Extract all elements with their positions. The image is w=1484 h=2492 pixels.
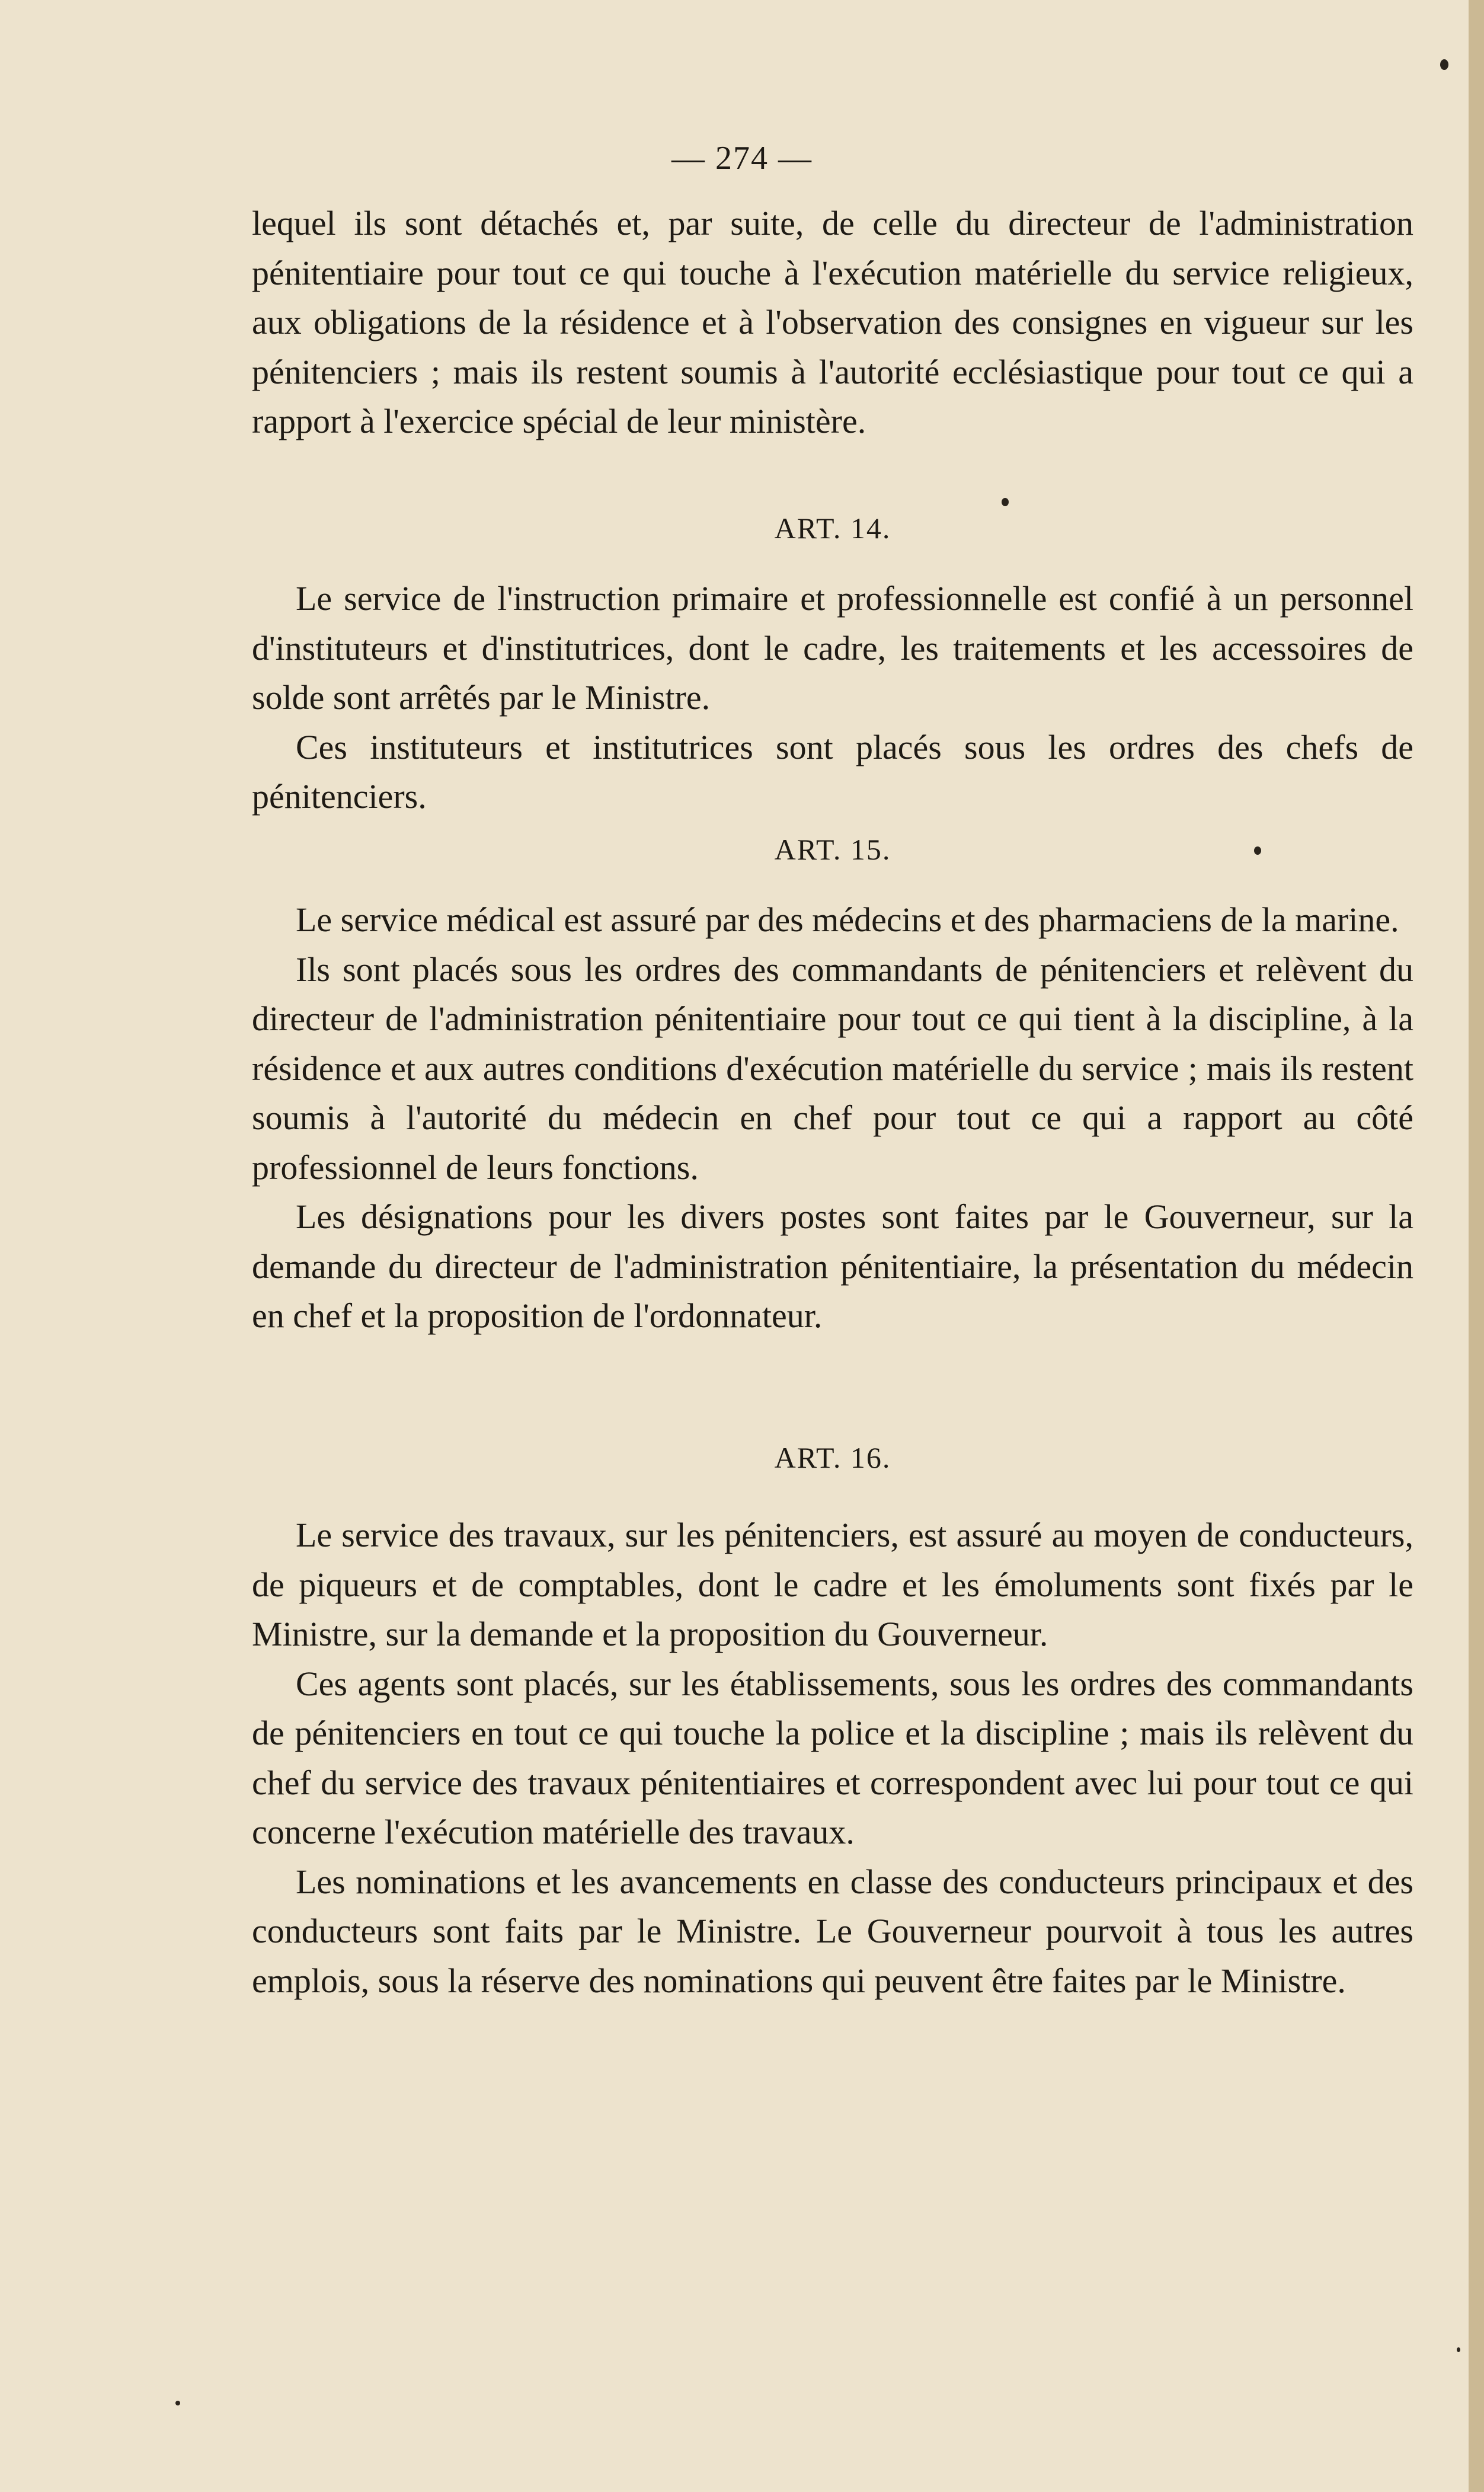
article-16-heading: ART. 16.	[774, 1441, 891, 1474]
article-14-body	[252, 574, 1413, 822]
article-16-paragraph-2: Ces agents sont placés, sur les établissements, sous les ordres des commandants de pénitenciers en tout ce qui touche la police et la discipline ; mais ils relèvent du chef du service des travaux pénitentiaires et correspondent avec lui pour tout ce qui concerne l'exécution matérielle des travaux.	[252, 1664, 1413, 1851]
article-15-paragraph-2: Ils sont placés sous les ordres des commandants de pénitenciers et relèvent du directeur de l'administration pénitentiaire pour tout ce qui tient à la discipline, à la résidence et aux autres conditions d'exécution matérielle du service ; mais ils restent soumis à l'autorité du médecin en chef pour tout ce qui a rapport au côté professionnel de leurs fonctions.	[252, 950, 1413, 1187]
ink-speck	[1002, 498, 1009, 506]
running-head: — 274 —	[671, 140, 813, 177]
article-15-body	[252, 895, 1413, 1341]
page-edge-shadow	[1469, 0, 1484, 2492]
article-15-paragraph-3: Les désignations pour les divers postes sont faites par le Gouverneur, sur la demande du directeur de l'administration pénitentiaire, la présentation du médecin en chef et la proposition de l'ordonnateur.	[252, 1197, 1413, 1335]
ink-speck	[1440, 59, 1448, 70]
article-16-body	[252, 1510, 1413, 2005]
article-16-paragraph-3: Les nominations et les avancements en classe des conducteurs principaux et des conducteurs sont faits par le Ministre. Le Gouverneur pourvoit à tous les autres emplois, sous la réserve des nominations qui peuvent être faites par le Ministre.	[252, 1862, 1413, 2000]
intro-paragraph: lequel ils sont détachés et, par suite, de celle du directeur de l'administration pénitentiaire pour tout ce qui touche à l'exécution matérielle du service religieux, aux obligations de la résidence et à l'observation des consignes en vigueur sur les pénitenciers ; mais ils restent soumis à l'autorité ecclésiastique pour tout ce qui a rapport à l'exercice spécial de leur ministère.	[252, 204, 1413, 440]
ink-speck	[175, 2401, 180, 2405]
article-14-paragraph-2: Ces instituteurs et institutrices sont placés sous les ordres des chefs de pénitenciers.	[252, 727, 1413, 816]
ink-speck	[1457, 2347, 1460, 2352]
article-16-paragraph-1: Le service des travaux, sur les pénitenciers, est assuré au moyen de conducteurs, de piqueurs et de comptables, dont le cadre et les émoluments sont fixés par le Ministre, sur la demande et la proposition du Gouverneur.	[252, 1516, 1413, 1653]
article-14-heading: ART. 14.	[774, 512, 891, 545]
intro-paragraph-block	[252, 199, 1413, 446]
article-14-paragraph-1: Le service de l'instruction primaire et professionnelle est confié à un personnel d'instituteurs et d'institutrices, dont le cadre, les traitements et les accessoires de solde sont arrêtés par le Ministre.	[252, 579, 1413, 717]
article-15-heading: ART. 15.	[774, 833, 891, 866]
article-15-paragraph-1: Le service médical est assuré par des médecins et des pharmaciens de la marine.	[296, 900, 1399, 939]
